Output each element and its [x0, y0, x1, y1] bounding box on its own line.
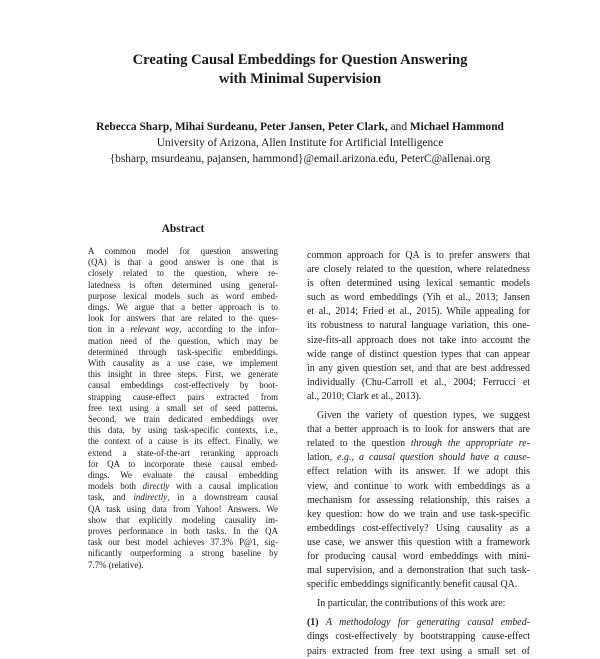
title-line-1: Creating Causal Embeddings for Question Answering — [132, 52, 468, 68]
para2-line: effect relation with its answer. If we adopt this — [307, 466, 530, 478]
para1-line: in any given question set, and that are best addressed — [307, 362, 530, 374]
abstract-heading: Abstract — [161, 223, 205, 235]
para2-line: Given the variety of question types, we suggest — [317, 410, 530, 422]
abstract-line: task, and indirectly, in a downstream causal — [88, 492, 278, 503]
para4-line: dings cost-effectively by bootstrapping cause-effect — [307, 631, 530, 643]
abstract-line: dings. We argue that a better approach is to — [88, 302, 278, 313]
para3-line: In particular, the contributions of this work are: — [317, 598, 506, 610]
title-line-2: with Minimal Supervision — [218, 71, 382, 87]
para1-line: is often determined using lexical semantic models — [307, 278, 530, 290]
abstract-line: determined through task-specific embeddings. — [88, 346, 278, 357]
abstract-line: latedness is often determined using general- — [88, 279, 278, 290]
para2-line: embeddings cost-effectively? Using causality as a — [307, 522, 530, 534]
abstract-line: (QA) is that a good answer is one that is — [88, 257, 278, 268]
abstract-line: free text using a small set of seed patterns. — [88, 402, 278, 413]
abstract-line: for QA to incorporate these causal embed- — [88, 458, 278, 469]
para2-line: lation, e.g., a causal question should have a cause- — [307, 452, 530, 464]
abstract-line: 7.7% (relative). — [88, 559, 144, 570]
para1-line: such as word embeddings (Yih et al., 2013; Jansen — [307, 292, 530, 304]
abstract-line: the context of a cause is its effect. Finally, we — [88, 436, 278, 447]
emails: {bsharp, msurdeanu, pajansen, hammond}@email.arizona.edu, PeterC@allenai.org — [109, 153, 491, 165]
author-and: and — [390, 121, 408, 133]
affiliation: University of Arizona, Allen Institute for Artificial Intelligence — [156, 137, 444, 149]
abstract-line: QA task using data from Yahoo! Answers. We — [88, 503, 278, 514]
abstract-line: With causality as a use case, we implement — [88, 358, 278, 369]
author-block — [0, 119, 600, 167]
para1-line: et al., 2014; Fried et al., 2015). While appealing for — [307, 306, 530, 318]
para2-line: specific embeddings significantly benefit causal QA. — [307, 579, 518, 591]
abstract-line: this data, by using task-specific contexts, i.e., — [88, 425, 278, 436]
abstract-line: purpose lexical models such as word embed- — [88, 290, 278, 301]
para1-line: wide range of distinct question types that can appear — [307, 348, 530, 360]
abstract-line: A common model for question answering — [88, 246, 278, 256]
abstract-line: look for answers that are related to the ques- — [88, 313, 278, 324]
abstract-line: proves performance in both tasks. In the QA — [88, 526, 278, 537]
abstract-line: dings. We evaluate the causal embedding — [88, 470, 278, 481]
para2-line: mechanism for assessing relationship, this raises a — [307, 494, 530, 506]
para2-line: that a better approach is to look for answers that are — [307, 424, 530, 436]
para2-line: for producing causal word embeddings with mini- — [307, 550, 530, 562]
paper-title — [0, 51, 600, 89]
para4-line: (1) A methodology for generating causal embed- — [307, 617, 530, 629]
abstract-body — [88, 246, 278, 571]
abstract-line: strapping cause-effect pairs extracted from — [88, 391, 278, 402]
para1-line: its robustness to natural language variation, this one- — [307, 320, 530, 332]
abstract-line: extend a state-of-the-art reranking approach — [88, 447, 278, 458]
abstract-line: this insight in three steps. First, we generate — [88, 369, 278, 380]
author-last: Michael Hammond — [409, 121, 504, 133]
body-column-right — [307, 249, 530, 659]
abstract-line: tion in a relevant way, according to the infor- — [88, 324, 279, 335]
para1-line: individually (Chu-Carroll et al., 2004; Ferrucci et — [307, 376, 530, 388]
abstract-line: mation need of the question, which may be — [88, 335, 278, 346]
para2-line: key question: how do we train and use task-specific — [307, 508, 530, 520]
abstract-line: closely related to the question, where re- — [88, 268, 278, 279]
para2-line: view, and continue to work with embeddings as a — [307, 480, 530, 492]
abstract-line: task our best model achieves 37.3% P@1, sig- — [88, 537, 278, 548]
para2-line: use case, we answer this question with a framework — [307, 536, 530, 548]
para4-line: pairs extracted from free text using a small set of — [307, 645, 530, 657]
para1-line: are closely related to the question, where relatedness — [307, 264, 530, 276]
author-names — [0, 119, 600, 135]
para1-line: al., 2010; Clark et al., 2013). — [307, 390, 422, 402]
abstract-line: Second, we train dedicated embeddings over — [88, 414, 278, 425]
para1-line: common approach for QA is to prefer answers that — [307, 250, 530, 261]
author-list: Rebecca Sharp, Mihai Surdeanu, Peter Jansen, Peter Clark, — [96, 121, 388, 133]
abstract-line: show that explicitly modeling causality im- — [88, 514, 278, 525]
abstract-line: nificantly outperforming a strong baseline by — [88, 548, 278, 559]
para2-line: mal supervision, and a demonstration that such task- — [307, 565, 530, 577]
abstract-line: models both directly with a causal implication — [88, 481, 278, 492]
para2-line: related to the question through the appropriate re- — [307, 438, 530, 450]
para1-line: size-fits-all approach does not take into account the — [307, 334, 530, 346]
abstract-line: causal embeddings cost-effectively by boot- — [88, 380, 278, 391]
